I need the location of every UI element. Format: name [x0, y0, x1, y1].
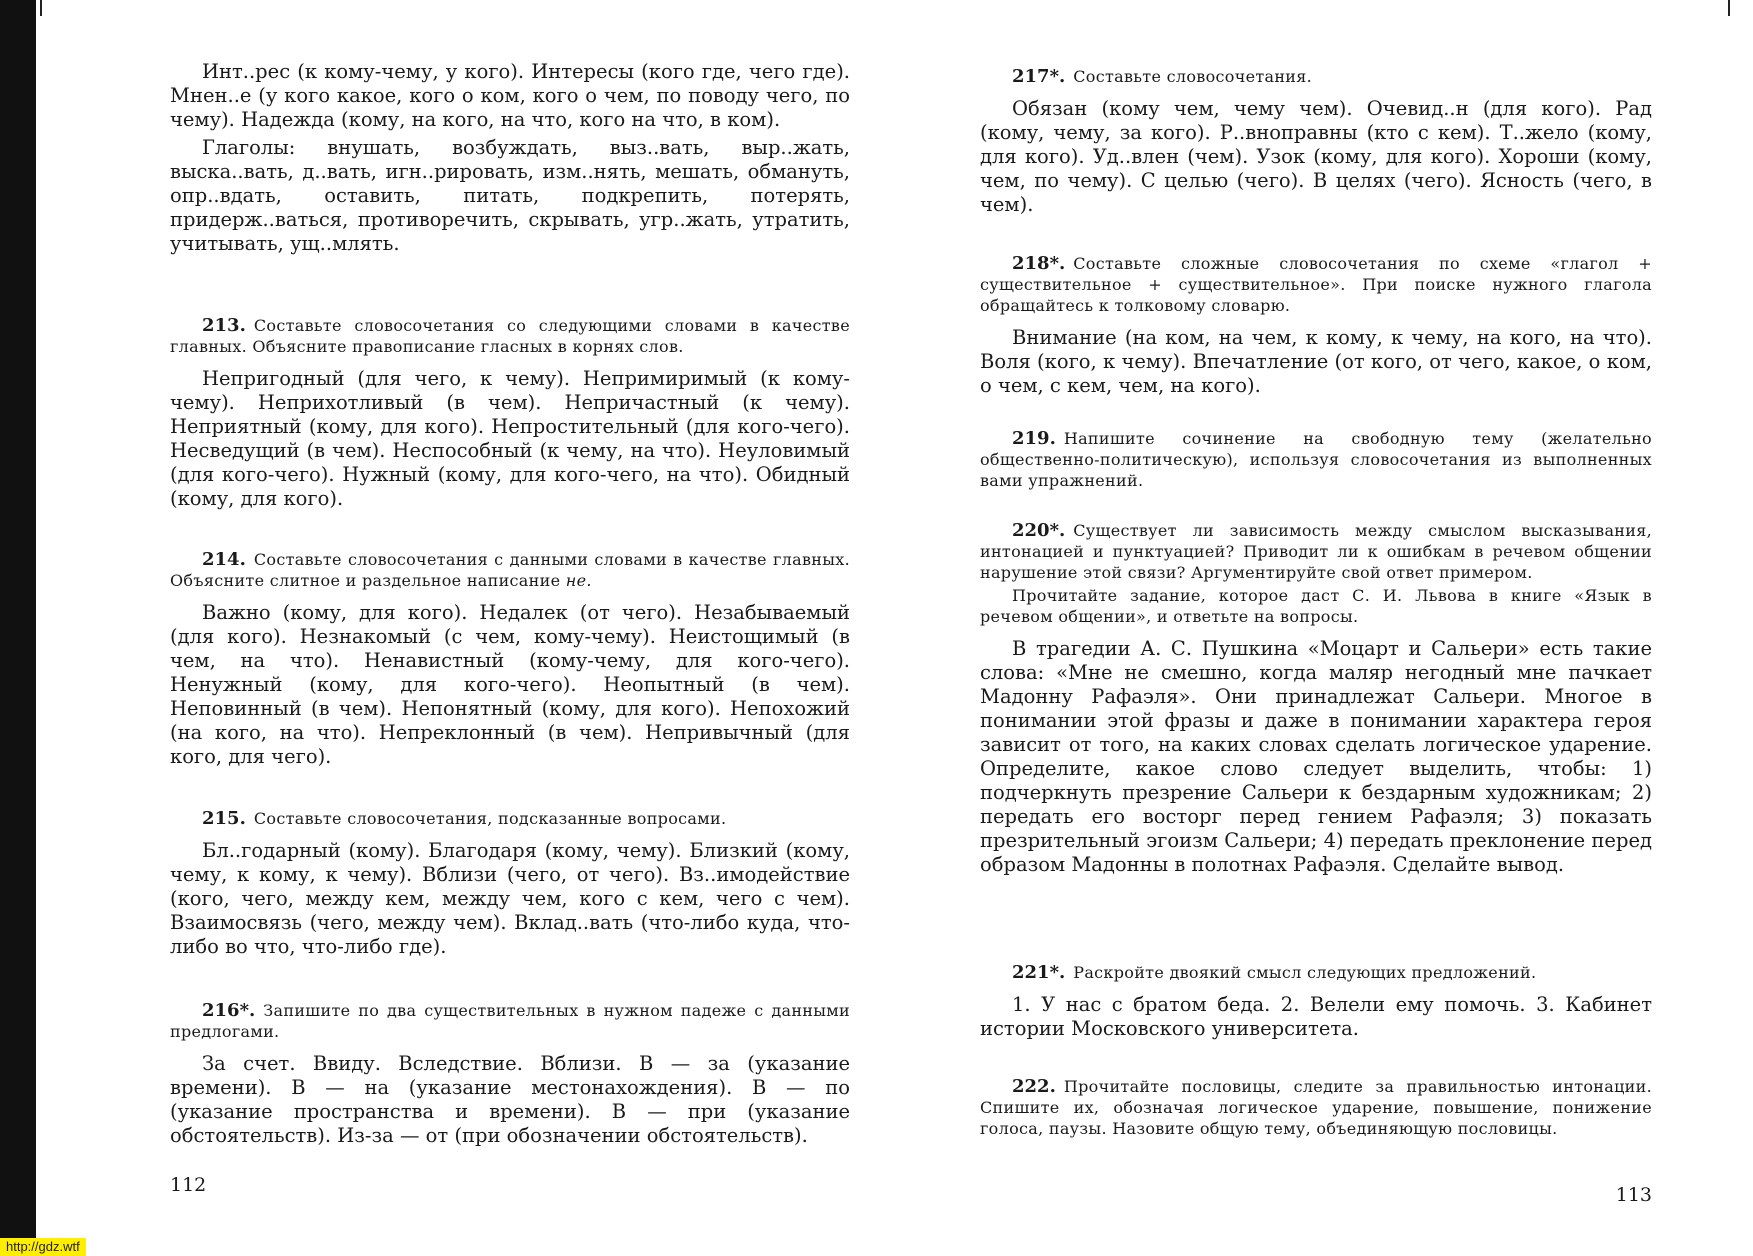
exercise-body: 1. У нас с братом беда. 2. Велели ему помочь. 3. Кабинет истории Московского университета. — [980, 993, 1652, 1040]
exercise-task — [980, 253, 1652, 316]
exercise-task — [980, 428, 1652, 491]
exercise-number: 220*. — [1012, 520, 1066, 541]
exercise-214 — [170, 549, 850, 769]
exercise-217 — [980, 66, 1652, 217]
page-number: 113 — [1615, 1184, 1652, 1206]
exercise-task — [170, 549, 850, 591]
exercise-instruction: Составьте словосочетания, подсказанные вопросами. — [253, 809, 727, 828]
scan-corner-mark — [40, 0, 42, 16]
exercise-instruction: Раскройте двоякий смысл следующих предложений. — [1073, 963, 1537, 982]
watermark-link[interactable]: http://gdz.wtf — [0, 1238, 86, 1256]
exercise-number: 215. — [202, 808, 246, 829]
exercise-215 — [170, 808, 850, 959]
exercise-number: 221*. — [1012, 962, 1066, 983]
exercise-222 — [980, 1076, 1652, 1139]
exercise-number: 219. — [1012, 428, 1056, 449]
exercise-instruction: Составьте словосочетания с данными словами в качестве главных. Объясните слитное и раздельное написание — [170, 550, 850, 590]
exercise-body: Обязан (кому чем, чему чем). Очевид..н (для кого). Рад (кому, чему, за кого). Р..вноправны (кто с кем). Т..жело (кому, для кого). Уд..влен (чем). Узок (кому, для кого). Хороши (кому, чем, по чему). С целью (чего). В целях (чего). Ясность (чего, в чем). — [980, 97, 1652, 216]
scan-corner-mark — [1728, 0, 1730, 16]
right-page — [980, 0, 1652, 1256]
exercise-task — [170, 808, 850, 829]
intro-paragraph: Глаголы: внушать, возбуждать, выз..вать, выр..жать, выска..вать, д..вать, игн..рировать, изм..нять, мешать, обмануть, опр..вдать, оставить, питать, подкрепить, потерять, придерж..ваться, противоречить, скрывать, угр..жать, утратить, учитывать, ущ..млять. — [170, 136, 850, 255]
exercise-body: За счет. Ввиду. Вследствие. Вблизи. В — за (указание времени). В — на (указание местонахождения). В — по (указание пространства и времени). В — при (указание обстоятельств). Из-за — от (при обозначении обстоятельств). — [170, 1052, 850, 1147]
exercise-body: Непригодный (для чего, к чему). Непримиримый (к кому-чему). Неприхотливый (в чем). Непричастный (к чему). Неприятный (кому, для кого). Непростительный (для кого-чего). Несведущий (в чем). Неспособный (к чему, на что). Неуловимый (для кого-чего). Нужный (кому, для кого-чего, на что). Обидный (кому, для кого). — [170, 367, 850, 510]
exercise-number: 217*. — [1012, 66, 1066, 87]
scan-binding-edge — [0, 0, 36, 1256]
exercise-instruction: Составьте словосочетания со следующими словами в качестве главных. Объясните правописание гласных в корнях слов. — [170, 316, 850, 356]
exercise-instruction: Существует ли зависимость между смыслом высказывания, интонацией и пунктуацией? Приводит ли к ошибкам в речевом общении нарушение этой связи? Аргументируйте свой ответ примером. — [980, 521, 1652, 582]
exercise-instruction: Напишите сочинение на свободную тему (желательно общественно-политическую), используя словосочетания из выполненных вами упражнений. — [980, 429, 1652, 490]
exercise-216 — [170, 1000, 850, 1148]
exercise-instruction: Составьте словосочетания. — [1073, 67, 1313, 86]
exercise-task — [980, 520, 1652, 583]
left-page — [170, 0, 850, 1256]
exercise-number: 222. — [1012, 1076, 1056, 1097]
exercise-task — [980, 962, 1652, 983]
exercise-task — [980, 1076, 1652, 1139]
exercise-body: В трагедии А. С. Пушкина «Моцарт и Сальери» есть такие слова: «Мне не смешно, когда маляр негодный мне пачкает Мадонну Рафаэля». Они принадлежат Сальери. Многое в понимании этой фразы и даже в понимании характера героя зависит от того, на каких словах сделать логическое ударение. Определите, какое слово следует выделить, чтобы: 1) подчеркнуть презрение Сальери к бездарным художникам; 2) передать его восторг перед гением Рафаэля; 3) показать презрительный эгоизм Сальери; 4) передать преклонение перед образом Мадонны в полотнах Рафаэля. Сделайте вывод. — [980, 637, 1652, 876]
exercise-number: 218*. — [1012, 253, 1066, 274]
intro-paragraph: Инт..рес (к кому-чему, у кого). Интересы (кого где, чего где). Мнен..е (у кого какое, кого о ком, кого о чем, по поводу чего, по чему). Надежда (кому, на кого, на что, кого на что, в ком). — [170, 60, 850, 131]
exercise-body: Важно (кому, для кого). Недалек (от чего). Незабываемый (для кого). Незнакомый (с чем, кому-чему). Неистощимый (в чем, на что). Ненавистный (кому-чему, для кого-чего). Ненужный (кому, для кого-чего). Неопытный (в чем). Неповинный (в чем). Непонятный (кому, для кого). Непохожий (на кого, на что). Непреклонный (в чем). Непривычный (для кого, для чего). — [170, 601, 850, 768]
page-number: 112 — [170, 1174, 207, 1196]
exercise-number: 213. — [202, 315, 246, 336]
exercise-218 — [980, 253, 1652, 398]
exercise-221 — [980, 962, 1652, 1041]
exercise-219 — [980, 428, 1652, 491]
intro-block — [170, 60, 850, 256]
exercise-instruction-italic: не. — [565, 571, 592, 590]
exercise-body: Внимание (на ком, на чем, к кому, к чему, на кого, на что). Воля (кого, к чему). Впечатление (от кого, от чего, какое, о ком, о чем, с кем, чем, на кого). — [980, 326, 1652, 397]
exercise-task — [980, 66, 1652, 87]
exercise-body: Бл..годарный (кому). Благодаря (кому, чему). Близкий (кому, чему, к кому, к чему). Вблизи (чего, от чего). Вз..имодействие (кого, чего, между кем, между чем, кого с кем, чего с чем). Взаимосвязь (чего, между чем). Вклад..вать (что-либо куда, что-либо во что, что-либо где). — [170, 839, 850, 958]
exercise-213 — [170, 315, 850, 511]
exercise-instruction: Прочитайте пословицы, следите за правильностью интонации. Спишите их, обозначая логическое ударение, повышение, понижение голоса, паузы. Назовите общую тему, объединяющую пословицы. — [980, 1077, 1652, 1138]
exercise-220 — [980, 520, 1652, 877]
exercise-task — [170, 315, 850, 357]
exercise-instruction: Запишите по два существительных в нужном падеже с данными предлогами. — [170, 1001, 850, 1041]
exercise-number: 214. — [202, 549, 246, 570]
exercise-number: 216*. — [202, 1000, 256, 1021]
exercise-task — [170, 1000, 850, 1042]
exercise-instruction: Составьте сложные словосочетания по схеме «глагол + существительное + существительное». При поиске нужного глагола обращайтесь к толковому словарю. — [980, 254, 1652, 315]
exercise-note: Прочитайте задание, которое даст С. И. Львова в книге «Язык в речевом общении», и ответьте на вопросы. — [980, 586, 1652, 626]
